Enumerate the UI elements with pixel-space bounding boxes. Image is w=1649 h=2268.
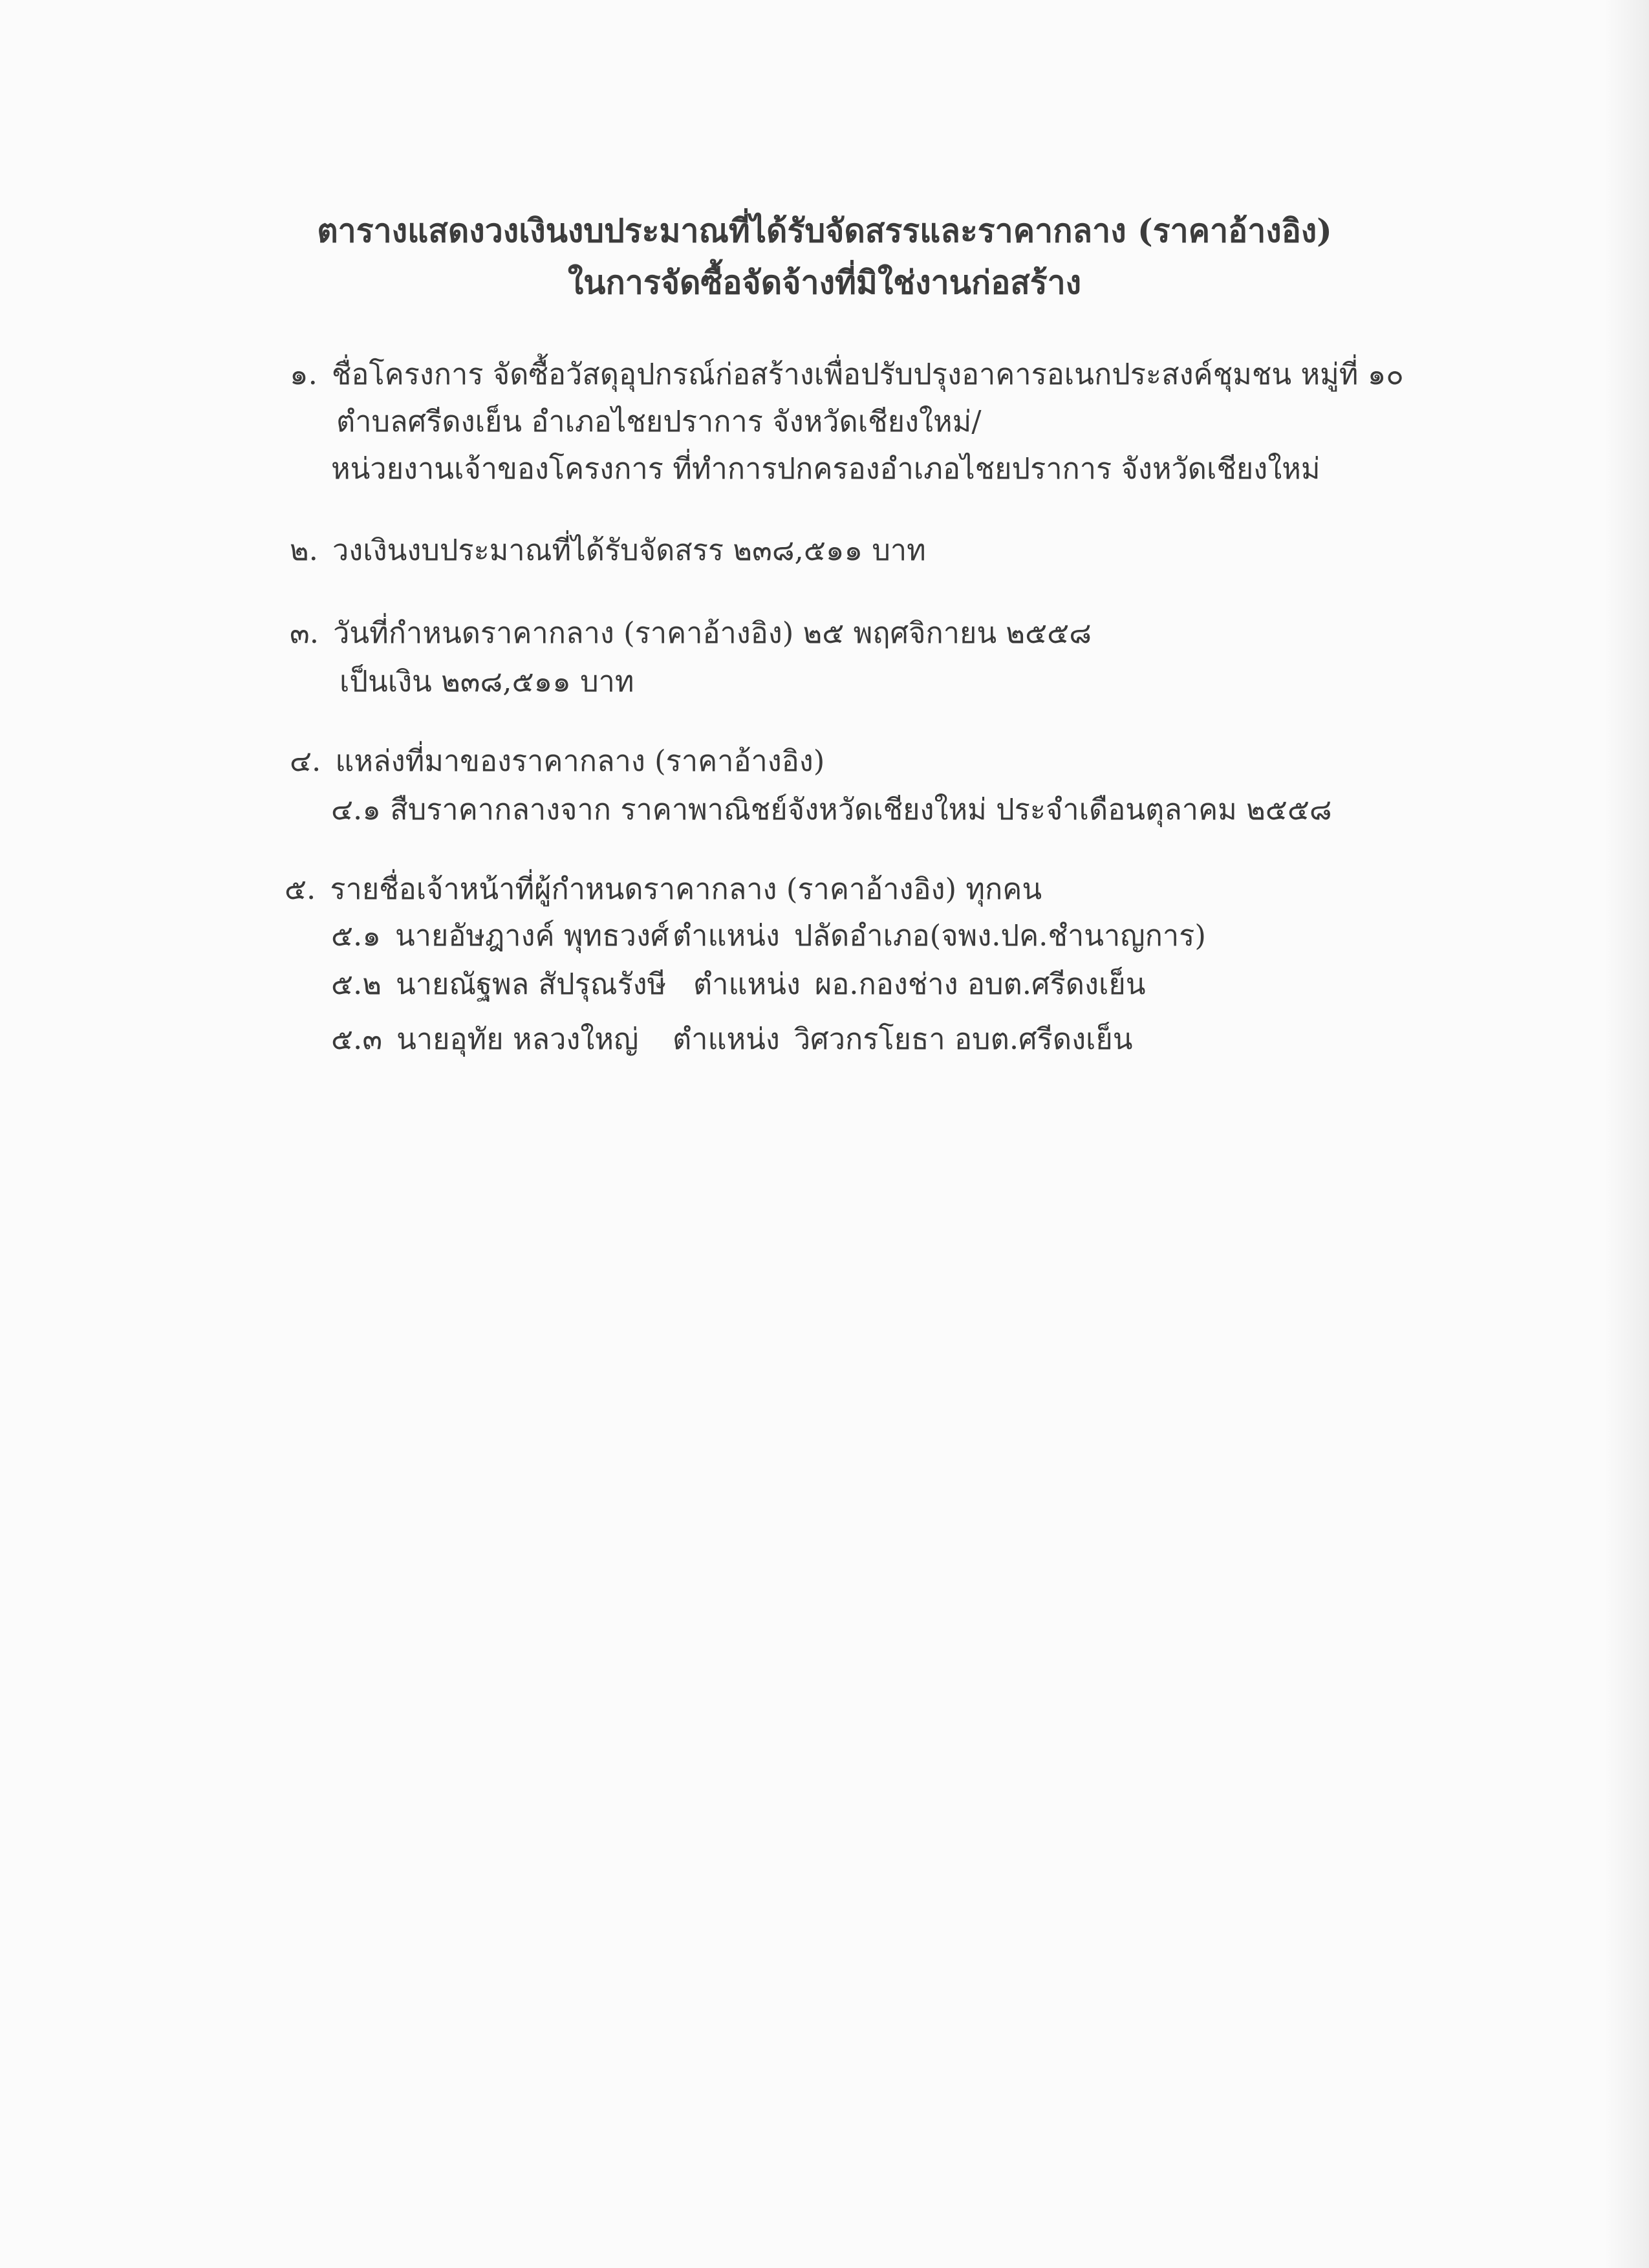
officer-number: ๕.๓ xyxy=(331,1022,383,1056)
officer-name: นายอุทัย หลวงใหญ่ xyxy=(396,1022,639,1056)
item-4-line-2: ๔.๑ สืบราคากลางจาก ราคาพาณิชย์จังหวัดเชียงใหม่ ประจำเดือนตุลาคม ๒๕๕๘ xyxy=(331,792,1332,826)
item-1-number: ๑. xyxy=(290,357,318,391)
item-4 xyxy=(290,737,824,784)
document-title-line2: ในการจัดซื้อจัดจ้างที่มิใช่งานก่อสร้าง xyxy=(567,263,1082,301)
item-5-line-1: รายชื่อเจ้าหน้าที่ผู้กำหนดราคากลาง (ราคาอ้างอิง) ทุกคน xyxy=(330,872,1042,906)
item-4-line-1: แหล่งที่มาของราคากลาง (ราคาอ้างอิง) xyxy=(335,744,825,778)
item-4-number: ๔. xyxy=(290,744,321,778)
officer-row xyxy=(331,960,666,1007)
item-5-number: ๕. xyxy=(285,872,316,906)
item-3 xyxy=(290,609,1092,656)
item-3-line-1: วันที่กำหนดราคากลาง (ราคาอ้างอิง) ๒๕ พฤศจิกายน ๒๕๕๘ xyxy=(333,616,1092,650)
item-2 xyxy=(290,526,926,573)
officer-position-label: ตำแหน่ง xyxy=(693,967,801,1001)
officer-position xyxy=(693,960,1146,1007)
item-1-line-2: ตำบลศรีดงเย็น อำเภอไชยปราการ จังหวัดเชียงใหม่/ xyxy=(336,404,982,438)
item-3-line-2: เป็นเงิน ๒๓๘,๕๑๑ บาท xyxy=(339,664,634,698)
officer-row xyxy=(331,912,669,958)
officer-position-label: ตำแหน่ง xyxy=(673,918,780,953)
item-1-line-1: ชื่อโครงการ จัดซื้อวัสดุอุปกรณ์ก่อสร้างเพื่อปรับปรุงอาคารอเนกประสงค์ชุมชน หมู่ที่ ๑๐ xyxy=(331,357,1404,391)
item-2-number: ๒. xyxy=(290,533,318,567)
officer-position xyxy=(673,912,1206,958)
page-edge-shadow xyxy=(1604,0,1649,2268)
officer-row xyxy=(331,1015,638,1062)
officer-name: นายอัษฎางค์ พุทธวงศ์ xyxy=(394,918,669,953)
document-title-line1: ตารางแสดงวงเงินงบประมาณที่ได้รับจัดสรรและราคากลาง (ราคาอ้างอิง) xyxy=(317,211,1332,250)
officer-number: ๕.๒ xyxy=(331,967,382,1001)
officer-position xyxy=(673,1015,1133,1062)
officer-name: นายณัฐพล สัปรุณรังษี xyxy=(396,967,667,1001)
officer-number: ๕.๑ xyxy=(331,918,381,953)
officer-position-value: วิศวกรโยธา อบต.ศรีดงเย็น xyxy=(793,1022,1133,1056)
item-5 xyxy=(285,865,1042,912)
item-1-line-3: หน่วยงานเจ้าของโครงการ ที่ทำการปกครองอำเภอไชยปราการ จังหวัดเชียงใหม่ xyxy=(331,451,1320,486)
officer-position-value: ผอ.กองช่าง อบต.ศรีดงเย็น xyxy=(814,967,1146,1001)
item-2-line-1: วงเงินงบประมาณที่ได้รับจัดสรร ๒๓๘,๕๑๑ บาท xyxy=(332,533,926,567)
item-1 xyxy=(290,351,1404,397)
item-3-number: ๓. xyxy=(290,616,319,650)
officer-position-value: ปลัดอำเภอ(จพง.ปค.ชำนาญการ) xyxy=(793,918,1206,953)
officer-position-label: ตำแหน่ง xyxy=(673,1022,780,1056)
